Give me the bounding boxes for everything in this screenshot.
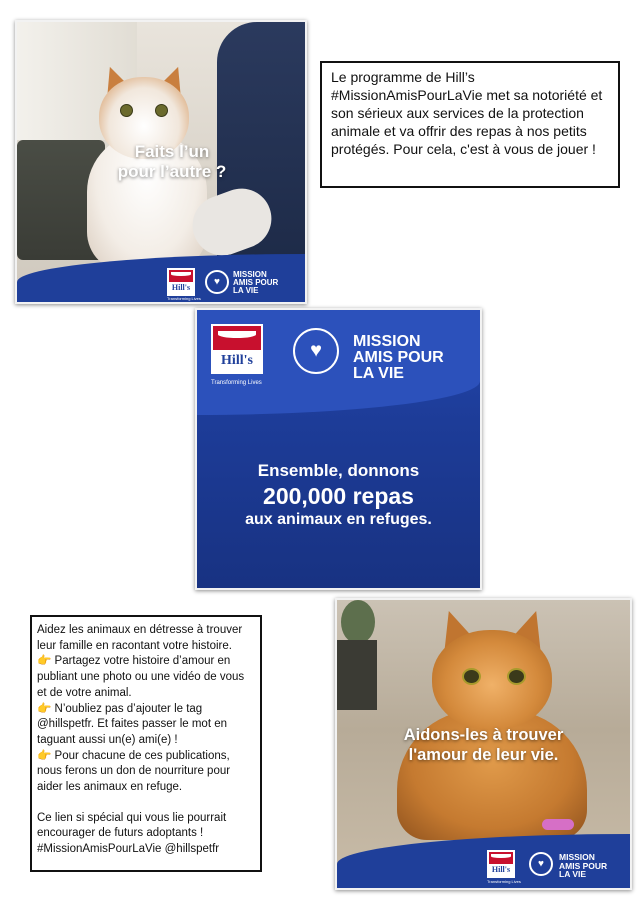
pointing-hand-icon: 👉: [37, 702, 52, 715]
instruction-share: 👉 Partagez votre histoire d’amour en publiant une photo ou une vidéo de vous et de votre animal.: [37, 655, 245, 699]
hills-tagline: Transforming Lives: [211, 380, 262, 386]
background-pot: [337, 640, 377, 710]
pointing-hand-icon: 👉: [37, 749, 52, 762]
orange-cat-image-card: [335, 598, 632, 890]
hills-logo: Hill's: [167, 268, 195, 296]
brand-band: [337, 834, 630, 888]
instructions-box: [30, 615, 262, 872]
mission-logo-text: MISSION AMIS POUR LA VIE: [559, 852, 608, 879]
cat-eye: [507, 668, 526, 685]
program-description-text: Le programme de Hill’s #MissionAmisPourLaVie met sa notoriété et son sérieux aux services de la protection animale et va offrir des repas à nos petits protégés. Pour cela, c'est à vous de jouer !: [331, 69, 603, 157]
pink-toy: [542, 819, 574, 830]
cat-eye: [155, 104, 168, 117]
mission-hand-heart-icon: ♥: [293, 328, 339, 374]
cat-eye: [462, 668, 481, 685]
cat-person-image-card: [15, 20, 307, 304]
mission-hand-heart-icon: ♥: [529, 852, 553, 876]
card3-headline: Aidons-les à trouver l'amour de leur vie.: [403, 726, 564, 764]
closing-paragraph: Ce lien si spécial qui vous lie pourrait encourager de futurs adoptants ! #MissionAmisPourLaVie @hillspetfr: [37, 811, 227, 856]
hills-logo: Hill's: [211, 324, 263, 374]
cat-head: [432, 630, 552, 730]
mission-hand-heart-icon: ♥: [205, 270, 229, 294]
meals-headline: Ensemble, donnons 200,000 repas aux animaux en refuges.: [245, 461, 432, 528]
pointing-hand-icon: 👉: [37, 655, 52, 668]
meals-campaign-card: [195, 308, 482, 590]
brand-band: [17, 254, 305, 302]
hills-logo: Hill's: [487, 850, 515, 878]
intro-paragraph: Aidez les animaux en détresse à trouver leur famille en racontant votre histoire.: [37, 624, 243, 652]
cat-eye: [120, 104, 133, 117]
program-description-box: [320, 61, 620, 188]
background-plant: [341, 600, 375, 644]
hills-tagline: Transforming Lives: [487, 879, 521, 884]
instruction-donation: 👉 Pour chacune de ces publications, nous ferons un don de nourriture pour aider les animaux en refuge.: [37, 749, 231, 794]
mission-logo-text: MISSION AMIS POUR LA VIE: [353, 333, 444, 382]
hills-tagline: Transforming Lives: [167, 296, 201, 301]
card1-headline: Faits l’un pour l’autre ?: [117, 142, 227, 181]
mission-logo-text: MISSION AMIS POUR LA VIE: [233, 270, 279, 295]
instruction-tag: 👉 N’oubliez pas d’ajouter le tag @hillspetfr. Et faites passer le mot en taguant aussi un(e) ami(e) !: [37, 702, 228, 746]
